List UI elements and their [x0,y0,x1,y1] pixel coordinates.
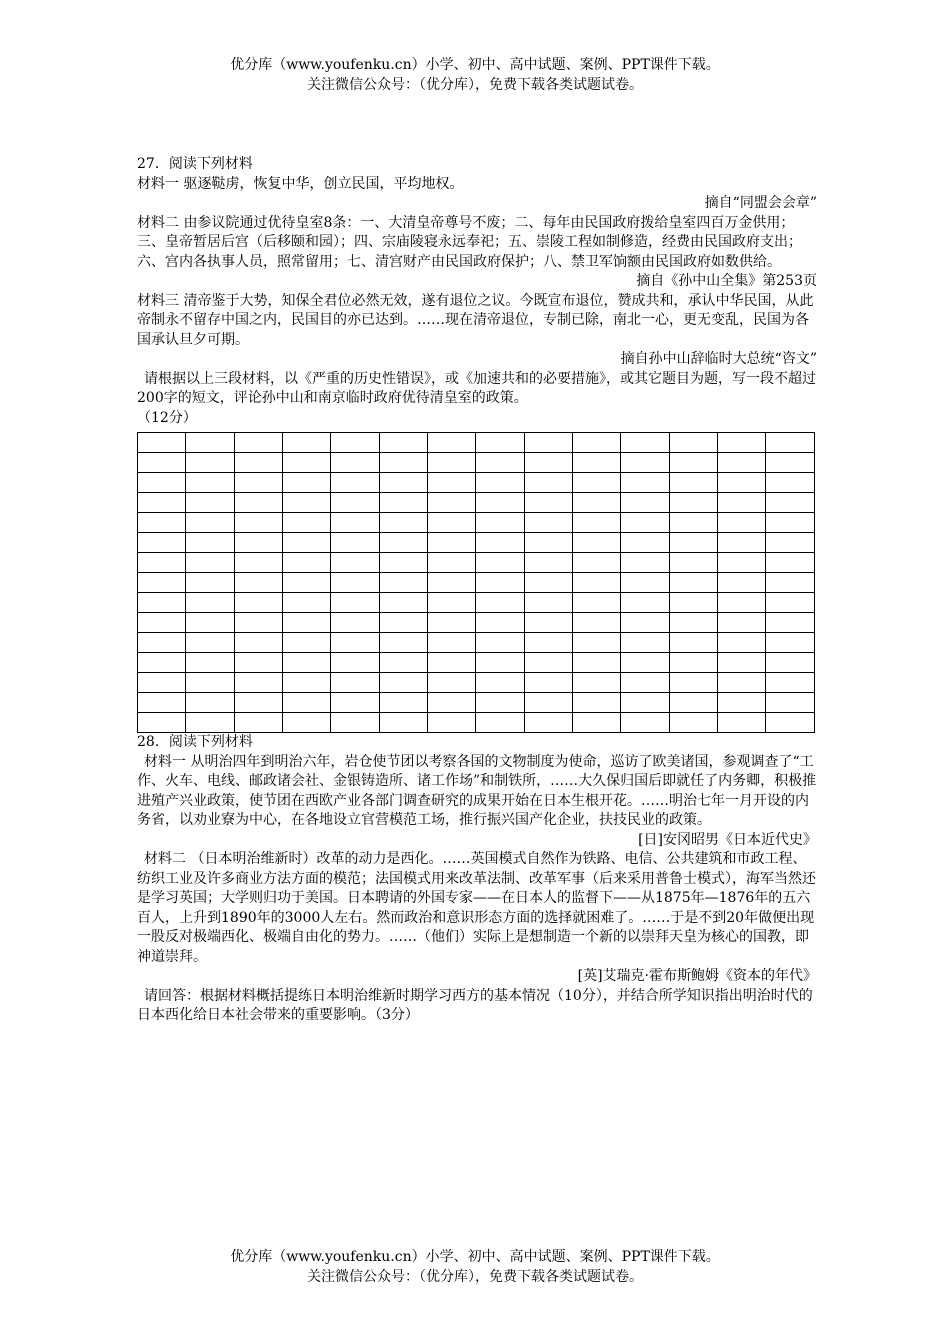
grid-cell[interactable] [283,533,331,553]
grid-cell[interactable] [283,593,331,613]
q27-question: 请根据以上三段材料，以《严重的历史性错误》，或《加速共和的必要措施》，或其它题目为题，写一段不超过200字的短文，评论孙中山和南京临时政府优待清皇室的政策。 [137,370,816,406]
grid-cell[interactable] [573,473,621,493]
grid-cell[interactable] [766,593,815,613]
grid-cell[interactable] [428,453,476,473]
grid-cell[interactable] [718,533,766,553]
grid-row [138,493,815,513]
grid-cell[interactable] [718,593,766,613]
grid-row [138,473,815,493]
grid-cell[interactable] [428,473,476,493]
grid-cell[interactable] [379,553,427,573]
grid-cell[interactable] [283,453,331,473]
grid-cell[interactable] [428,593,476,613]
grid-cell[interactable] [138,513,186,533]
grid-cell[interactable] [766,473,815,493]
document-body [137,155,817,1026]
grid-cell[interactable] [669,453,717,473]
grid-cell[interactable] [331,693,379,713]
grid-cell[interactable] [669,493,717,513]
grid-cell[interactable] [186,473,234,493]
grid-cell[interactable] [766,433,815,453]
grid-cell[interactable] [766,693,815,713]
q28-material-2-source: [英]艾瑞克·霍布斯鲍姆《资本的年代》 [577,968,817,984]
grid-row [138,573,815,593]
grid-cell[interactable] [621,553,669,573]
grid-cell[interactable] [428,573,476,593]
grid-cell[interactable] [283,673,331,693]
grid-cell[interactable] [186,433,234,453]
grid-cell[interactable] [379,673,427,693]
grid-cell[interactable] [476,493,524,513]
grid-cell[interactable] [718,473,766,493]
grid-row [138,533,815,553]
grid-cell[interactable] [718,633,766,653]
grid-cell[interactable] [524,513,572,533]
grid-cell[interactable] [524,473,572,493]
grid-cell[interactable] [766,553,815,573]
grid-cell[interactable] [186,493,234,513]
grid-cell[interactable] [186,553,234,573]
grid-cell[interactable] [621,653,669,673]
grid-cell[interactable] [428,613,476,633]
grid-cell[interactable] [186,633,234,653]
grid-cell[interactable] [621,433,669,453]
grid-cell[interactable] [718,493,766,513]
grid-cell[interactable] [138,693,186,713]
q28-question: 请回答：根据材料概括提练日本明治维新时期学习西方的基本情况（10分），并结合所学知识指出明治时代的日本西化给日本社会带来的重要影响。（3分） [137,987,813,1023]
grid-cell[interactable] [186,693,234,713]
grid-cell[interactable] [766,573,815,593]
grid-cell[interactable] [331,433,379,453]
grid-cell[interactable] [283,713,331,733]
grid-cell[interactable] [331,573,379,593]
grid-cell[interactable] [331,673,379,693]
grid-cell[interactable] [379,473,427,493]
grid-row [138,593,815,613]
grid-row [138,553,815,573]
grid-cell[interactable] [138,713,186,733]
grid-cell[interactable] [718,613,766,633]
grid-cell[interactable] [331,613,379,633]
grid-cell[interactable] [331,713,379,733]
grid-row [138,453,815,473]
grid-cell[interactable] [621,613,669,633]
q27-material-2-source: 摘自《孙中山全集》第253页 [636,273,817,289]
grid-cell[interactable] [331,493,379,513]
grid-cell[interactable] [379,653,427,673]
grid-cell[interactable] [621,673,669,693]
grid-cell[interactable] [138,533,186,553]
grid-cell[interactable] [524,433,572,453]
grid-cell[interactable] [331,553,379,573]
grid-cell[interactable] [476,693,524,713]
grid-cell[interactable] [573,533,621,553]
grid-cell[interactable] [138,613,186,633]
grid-cell[interactable] [476,673,524,693]
grid-cell[interactable] [331,473,379,493]
grid-cell[interactable] [621,533,669,553]
q27-material-3: 材料三 清帝鉴于大势，知保全君位必然无效，遂有退位之议。今既宣布退位，赞成共和，承认中华民国，从此帝制永不留存中国之内，民国目的亦已达到。……现在清帝退位，专制已除，南北一心，更无变乱，民国为各国承认旦夕可期。 [137,292,814,348]
grid-cell[interactable] [138,493,186,513]
grid-cell[interactable] [234,573,282,593]
grid-cell[interactable] [428,493,476,513]
grid-cell[interactable] [476,473,524,493]
grid-cell[interactable] [186,533,234,553]
grid-cell[interactable] [476,513,524,533]
grid-cell[interactable] [428,513,476,533]
grid-cell[interactable] [331,633,379,653]
grid-cell[interactable] [669,613,717,633]
grid-cell[interactable] [621,713,669,733]
grid-cell[interactable] [234,633,282,653]
grid-cell[interactable] [476,453,524,473]
q28-material-1-source: [日]安冈昭男《日本近代史》 [638,831,817,848]
grid-cell[interactable] [573,713,621,733]
grid-cell[interactable] [669,533,717,553]
grid-cell[interactable] [524,653,572,673]
grid-cell[interactable] [524,533,572,553]
grid-cell[interactable] [524,453,572,473]
grid-cell[interactable] [476,613,524,633]
grid-cell[interactable] [428,533,476,553]
grid-cell[interactable] [186,713,234,733]
grid-cell[interactable] [186,613,234,633]
grid-cell[interactable] [234,533,282,553]
grid-cell[interactable] [766,533,815,553]
grid-cell[interactable] [379,713,427,733]
grid-cell[interactable] [283,433,331,453]
grid-cell[interactable] [379,493,427,513]
q27-score: （12分） [137,409,197,426]
grid-cell[interactable] [234,473,282,493]
grid-row [138,613,815,633]
grid-cell[interactable] [718,453,766,473]
grid-cell[interactable] [186,593,234,613]
grid-cell[interactable] [186,673,234,693]
grid-cell[interactable] [379,433,427,453]
grid-cell[interactable] [379,633,427,653]
grid-cell[interactable] [283,653,331,673]
grid-cell[interactable] [138,473,186,493]
grid-cell[interactable] [718,513,766,533]
grid-cell[interactable] [669,653,717,673]
grid-cell[interactable] [138,433,186,453]
grid-cell[interactable] [766,713,815,733]
page-footer [0,1247,950,1287]
grid-cell[interactable] [669,633,717,653]
grid-cell[interactable] [379,593,427,613]
grid-cell[interactable] [234,513,282,533]
q27-material-3-source: 摘自孙中山辞临时大总统“咨文” [620,351,817,367]
grid-cell[interactable] [234,713,282,733]
grid-cell[interactable] [283,553,331,573]
grid-cell[interactable] [234,693,282,713]
grid-cell[interactable] [718,673,766,693]
grid-cell[interactable] [669,473,717,493]
grid-cell[interactable] [428,673,476,693]
grid-cell[interactable] [331,513,379,533]
grid-cell[interactable] [186,573,234,593]
grid-cell[interactable] [621,493,669,513]
grid-cell[interactable] [669,553,717,573]
grid-cell[interactable] [621,473,669,493]
grid-cell[interactable] [669,513,717,533]
grid-cell[interactable] [379,513,427,533]
grid-cell[interactable] [718,573,766,593]
grid-cell[interactable] [138,573,186,593]
grid-cell[interactable] [331,593,379,613]
grid-cell[interactable] [234,433,282,453]
grid-cell[interactable] [718,693,766,713]
grid-cell[interactable] [138,593,186,613]
grid-row [138,673,815,693]
grid-cell[interactable] [379,573,427,593]
grid-cell[interactable] [524,613,572,633]
grid-cell[interactable] [573,613,621,633]
grid-cell[interactable] [234,673,282,693]
grid-cell[interactable] [621,513,669,533]
grid-cell[interactable] [573,633,621,653]
grid-cell[interactable] [138,653,186,673]
grid-cell[interactable] [476,553,524,573]
grid-cell[interactable] [428,553,476,573]
grid-cell[interactable] [331,533,379,553]
grid-cell[interactable] [669,693,717,713]
grid-row [138,433,815,453]
header-line-1: 优分库（www.youfenku.cn）小学、初中、高中试题、案例、PPT课件下载。 [230,57,720,73]
grid-cell[interactable] [524,633,572,653]
grid-cell[interactable] [718,433,766,453]
grid-cell[interactable] [379,693,427,713]
grid-cell[interactable] [186,453,234,473]
header-line-2: 关注微信公众号：（优分库），免费下载各类试题试卷。 [307,77,643,93]
grid-cell[interactable] [669,573,717,593]
grid-cell[interactable] [476,573,524,593]
grid-cell[interactable] [621,573,669,593]
grid-cell[interactable] [331,653,379,673]
grid-cell[interactable] [234,653,282,673]
q27-material-2: 材料二 由参议院通过优待皇室8条：一、大清皇帝尊号不废；二、每年由民国政府拨给皇室四百万金供用；三、皇帝暂居后宫（后移颐和园）；四、宗庙陵寝永远奉祀；五、崇陵工程如制修造，经费由民国政府支出；六、宫内各执事人员，照常留用；七、清宫财产由民国政府保护；八、禁卫军饷额由民国政府如数供给。 [137,214,802,270]
grid-cell[interactable] [718,553,766,573]
footer-line-1: 优分库（www.youfenku.cn）小学、初中、高中试题、案例、PPT课件下载。 [230,1249,720,1265]
grid-cell[interactable] [573,573,621,593]
grid-cell[interactable] [476,533,524,553]
grid-cell[interactable] [669,593,717,613]
grid-cell[interactable] [766,673,815,693]
grid-cell[interactable] [766,613,815,633]
grid-cell[interactable] [573,513,621,533]
grid-cell[interactable] [428,633,476,653]
grid-cell[interactable] [669,673,717,693]
grid-cell[interactable] [573,693,621,713]
answer-grid[interactable] [137,432,815,733]
q28-title: 28．阅读下列材料 [137,734,253,750]
grid-cell[interactable] [766,513,815,533]
grid-row [138,513,815,533]
grid-cell[interactable] [573,653,621,673]
grid-cell[interactable] [476,633,524,653]
grid-cell[interactable] [283,633,331,653]
grid-cell[interactable] [331,453,379,473]
grid-cell[interactable] [524,573,572,593]
grid-cell[interactable] [476,593,524,613]
q27-title: 27．阅读下列材料 [137,156,253,172]
grid-cell[interactable] [379,533,427,553]
q27-material-1-source: 摘自“同盟会会章” [704,195,817,211]
grid-cell[interactable] [621,593,669,613]
grid-row [138,653,815,673]
grid-cell[interactable] [621,633,669,653]
grid-cell[interactable] [283,513,331,533]
grid-cell[interactable] [138,633,186,653]
grid-cell[interactable] [283,493,331,513]
grid-cell[interactable] [283,613,331,633]
grid-cell[interactable] [669,713,717,733]
footer-line-2: 关注微信公众号：（优分库），免费下载各类试题试卷。 [307,1269,643,1285]
q28-material-2: 材料二 （日本明治维新时）改革的动力是西化。……英国模式自然作为铁路、电信、公共建筑和市政工程、纺织工业及许多商业方法方面的模范；法国模式用来改革法制、改革军事（后来采用普鲁士模式），海军当然还是学习英国；大学则归功于美国。日本聘请的外国专家——在日本人的监督下——从1875年—1876年的五六百人，上升到1890年的3000人左右。然而政治和意识形态方面的选择就困难了。……于是不到20年做便出现一股反对极端西化、极端自由化的势力。……（他们）实际上是想制造一个新的以崇拜天皇为核心的国教，即神道崇拜。 [137,851,816,965]
grid-cell[interactable] [186,513,234,533]
grid-cell[interactable] [573,673,621,693]
grid-cell[interactable] [573,593,621,613]
grid-cell[interactable] [766,633,815,653]
grid-cell[interactable] [766,653,815,673]
grid-cell[interactable] [573,453,621,473]
grid-cell[interactable] [428,433,476,453]
grid-cell[interactable] [524,553,572,573]
grid-cell[interactable] [138,453,186,473]
grid-cell[interactable] [573,553,621,573]
grid-cell[interactable] [379,613,427,633]
grid-cell[interactable] [766,453,815,473]
grid-cell[interactable] [283,473,331,493]
grid-row [138,693,815,713]
grid-cell[interactable] [476,433,524,453]
grid-row [138,633,815,653]
grid-cell[interactable] [718,653,766,673]
grid-cell[interactable] [138,673,186,693]
grid-cell[interactable] [766,493,815,513]
grid-cell[interactable] [234,593,282,613]
grid-cell[interactable] [524,593,572,613]
grid-cell[interactable] [718,713,766,733]
q27-material-1: 材料一 驱逐鞑虏，恢复中华，创立民国，平均地权。 [137,175,464,192]
grid-cell[interactable] [524,493,572,513]
grid-cell[interactable] [524,713,572,733]
grid-cell[interactable] [234,553,282,573]
grid-cell[interactable] [621,453,669,473]
grid-cell[interactable] [428,653,476,673]
page-header [0,55,950,95]
grid-cell[interactable] [234,613,282,633]
grid-cell[interactable] [379,453,427,473]
grid-cell[interactable] [524,693,572,713]
grid-cell[interactable] [476,713,524,733]
grid-cell[interactable] [573,433,621,453]
grid-cell[interactable] [428,693,476,713]
grid-row [138,713,815,733]
grid-cell[interactable] [669,433,717,453]
grid-cell[interactable] [186,653,234,673]
grid-cell[interactable] [428,713,476,733]
grid-cell[interactable] [573,493,621,513]
grid-cell[interactable] [234,493,282,513]
grid-cell[interactable] [283,693,331,713]
grid-cell[interactable] [621,693,669,713]
q28-material-1: 材料一 从明治四年到明治六年，岩仓使节团以考察各国的文物制度为使命，巡访了欧美诸国，参观调查了“工作、火车、电线、邮政诸会社、金银铸造所、诸工作场”和制铁所，……大久保归国后即就任了内务卿，积极推进殖产兴业政策，使节团在西欧产业各部门调查研究的成果开始在日本生根开花。……明治七年一月开设的内务省，以劝业寮为中心，在各地设立官营模范工场，推行振兴国产化企业，扶技民业的政策。 [137,753,817,828]
grid-cell[interactable] [476,653,524,673]
grid-cell[interactable] [283,573,331,593]
grid-cell[interactable] [234,453,282,473]
grid-cell[interactable] [524,673,572,693]
grid-cell[interactable] [138,553,186,573]
